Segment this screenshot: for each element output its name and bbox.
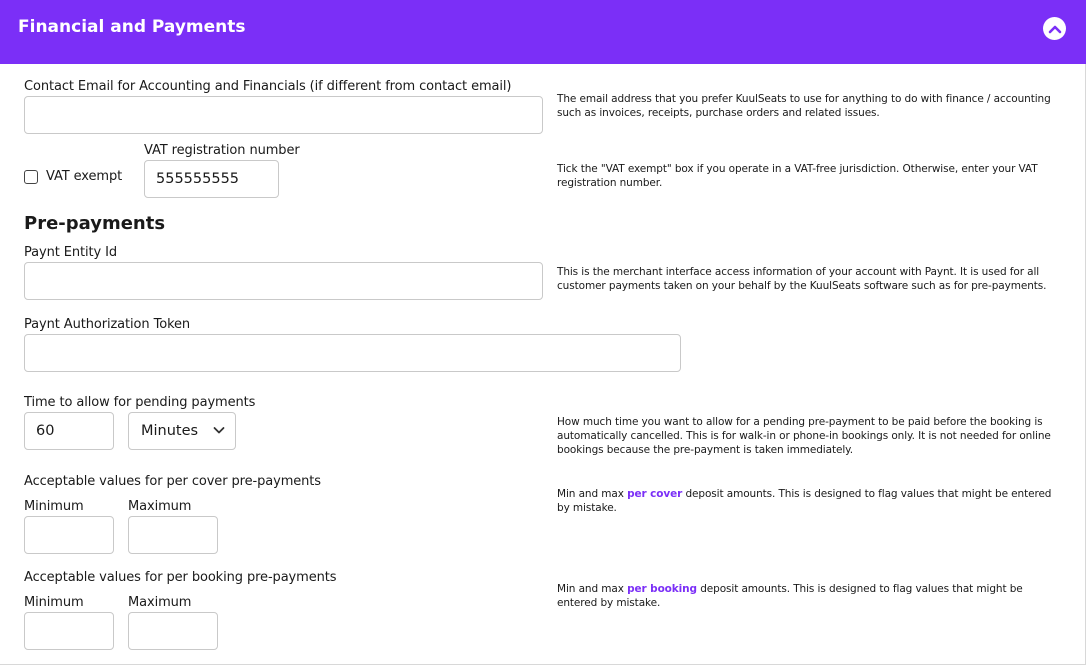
- per-booking-max-input[interactable]: [128, 612, 218, 650]
- per-cover-max-input[interactable]: [128, 516, 218, 554]
- vat-help: Tick the "VAT exempt" box if you operate in a VAT-free jurisdiction. Otherwise, enter your VAT registration number.: [557, 163, 1038, 189]
- vat-registration-label: VAT registration number: [144, 143, 300, 158]
- vat-exempt-label: VAT exempt: [46, 169, 123, 184]
- chevron-down-icon: [213, 426, 225, 435]
- accounting-email-help: The email address that you prefer KuulSeats to use for anything to do with finance / accounting such as invoices, receipts, purchase orders and related issues.: [557, 93, 1051, 119]
- entity-id-help: This is the merchant interface access information of your account with Paynt. It is used for all customer payments taken on your behalf by the KuulSeats software such as for pre-payments.: [557, 266, 1047, 292]
- per-cover-help-highlight: per cover: [627, 488, 683, 500]
- vat-exempt-checkbox[interactable]: [24, 170, 38, 184]
- per-booking-label: Acceptable values for per booking pre-payments: [24, 570, 337, 585]
- section-title: Financial and Payments: [18, 17, 246, 37]
- chevron-up-icon: [1048, 24, 1062, 34]
- per-cover-min-input[interactable]: [24, 516, 114, 554]
- per-cover-help: [557, 487, 1057, 515]
- accounting-email-label: Contact Email for Accounting and Financials (if different from contact email): [24, 79, 512, 94]
- pending-time-help: How much time you want to allow for a pending pre-payment to be paid before the booking is automatically cancelled. This is for walk-in or phone-in bookings only. It is not needed for online bookings because the pre-payment is taken immediately.: [557, 416, 1051, 456]
- auth-token-input[interactable]: [24, 334, 681, 372]
- entity-id-label: Paynt Entity Id: [24, 245, 118, 260]
- per-cover-max-label: Maximum: [128, 499, 192, 514]
- pending-time-input[interactable]: [24, 412, 114, 450]
- vat-registration-input[interactable]: [144, 160, 279, 198]
- pending-unit-select[interactable]: [128, 412, 236, 450]
- auth-token-label: Paynt Authorization Token: [24, 317, 191, 332]
- prepayments-title: Pre-payments: [24, 213, 166, 234]
- per-booking-min-input[interactable]: [24, 612, 114, 650]
- per-cover-help-pre: Min and max: [557, 488, 628, 500]
- section-header[interactable]: [0, 0, 1086, 64]
- per-booking-max-label: Maximum: [128, 595, 192, 610]
- entity-id-input[interactable]: [24, 262, 543, 300]
- collapse-button[interactable]: [1043, 17, 1066, 40]
- per-booking-help-post: deposit amounts. This is designed to flag values that might be entered by mistake.: [557, 583, 1023, 609]
- per-booking-min-label: Minimum: [24, 595, 84, 610]
- accounting-email-input[interactable]: [24, 96, 543, 134]
- per-cover-help-post: deposit amounts. This is designed to flag values that might be entered by mistake.: [557, 488, 1052, 514]
- per-cover-min-label: Minimum: [24, 499, 84, 514]
- per-booking-help: [557, 582, 1057, 610]
- per-booking-help-highlight: per booking: [627, 583, 697, 595]
- per-cover-label: Acceptable values for per cover pre-payments: [24, 474, 321, 489]
- pending-unit-value: Minutes: [141, 423, 199, 439]
- per-booking-help-pre: Min and max: [557, 583, 628, 595]
- pending-time-label: Time to allow for pending payments: [24, 395, 256, 410]
